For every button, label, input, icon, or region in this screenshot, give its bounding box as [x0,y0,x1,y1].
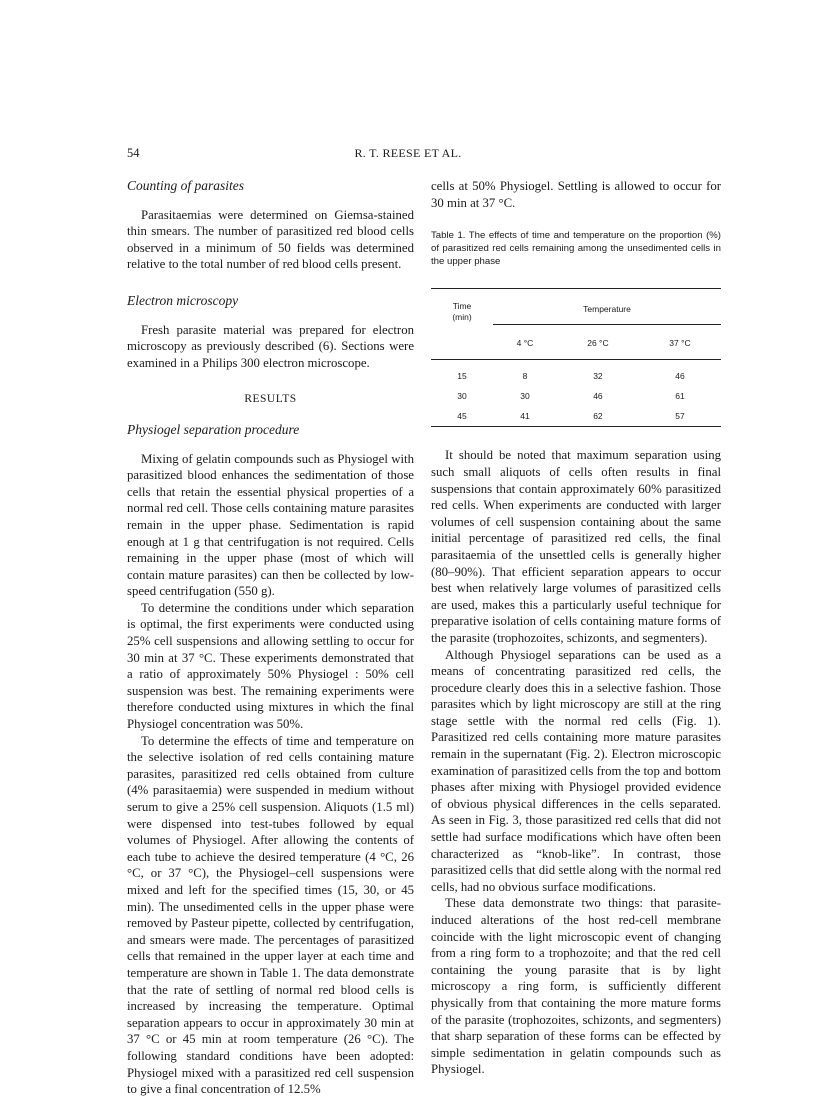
table-caption: Table 1. The effects of time and temperature on the proportion (%) of parasitized red cells remaining among the unsedimented cells in the upper phase [431,230,721,268]
table-cell: 46 [675,371,685,382]
table-cell-time: 15 [457,371,467,382]
table-header-4c: 4 °C [516,337,534,348]
paragraph-continued: cells at 50% Physiogel. Settling is allowed to occur for 30 min at 37 °C. [431,179,721,210]
table-row [431,386,721,406]
table-header-time: Time [452,301,472,312]
table-header-26c: 26 °C [587,337,609,348]
table-header-time-unit: (min) [452,312,472,323]
page-number: 54 [127,146,140,160]
paragraph-time-temperature: To determine the effects of time and temperature on the selective isolation of red cells containing mature parasites, parasitized red cells obtained from culture (4% parasitaemia) were suspended in medium without serum to give a 25% cell suspension. Aliquots (1.5 ml) were dispensed into test-tubes followed by equal volumes of Physiogel. After allowing the contents of each tube to achieve the desired temperature (4 °C, 26 °C, or 37 °C), the Physiogel–cell suspensions were mixed and left for the specified times (15, 30, or 45 min). The unsedimented cells in the upper phase were removed by Pasteur pipette, collected by centrifugation, and smears were made. The percentages of parasitized cells that remained in the upper layer at each time and temperature are shown in Table 1. The data demonstrate that the rate of settling of normal red blood cells is increased by increasing the temperature. Optimal separation appears to occur in approximately 30 min at 37 °C or 45 min at room temperature (26 °C). The following standard conditions have been adopted: Physiogel mixed with a parasitized red cell suspension to give a final concentration of 12.5% [127,733,414,1097]
table-cell: 62 [593,411,603,422]
table-row [431,366,721,386]
table-header-37c: 37 °C [669,337,691,348]
right-column [431,178,721,1078]
paragraph-electron-microscopy: Fresh parasite material was prepared for electron microscopy as previously described (6). Sections were examined in a Philips 300 electron microscope. [127,322,414,370]
paragraph-maximum-separation: It should be noted that maximum separation using such small aliquots of cells often results in final suspensions that contain approximately 60% parasitized red cells. When experiments are conducted with larger volumes of cell suspension containing about the same initial percentage of parasitized red cells, the final parasitaemia of the unsettled cells is generally higher (80–90%). That efficient separation appears to occur best when relatively large volumes of parasitized cells are used, makes this a particularly useful technique for preparative isolation of cells containing mature forms of the parasite (trophozoites, schizonts, and segmenters). [431,448,721,645]
results-table [431,288,721,429]
table-cell-time: 45 [457,411,467,422]
paragraph-mixing: Mixing of gelatin compounds such as Physiogel with parasitized blood enhances the sedimentation of those cells that retain the essential physical properties of a normal red cell. Those cells containing mature parasites remain in the upper phase. Sedimentation is rapid enough at 1 g that centrifugation is not required. Cells remaining in the upper phase (most of which will contain mature parasites) can then be collected by low-speed centrifugation (550 g). [127,451,414,599]
paragraph-selective-fashion: Although Physiogel separations can be used as a means of concentrating parasitized red cells, the procedure clearly does this in a selective fashion. Those parasites which by light microscopy are still at the ring stage settle with the normal red cells (Fig. 1). Parasitized red cells containing more mature parasites remain in the supernatant (Fig. 2). Electron microscopic examination of parasitized cells from the top and bottom phases after mixing with Physiogel provided evidence of obvious physical differences in the cells separated. As seen in Fig. 3, those parasitized red cells that did not settle had surface modifications which have often been characterized as “knob-like”. In contrast, those parasitized cells that did settle along with the normal red cells, had no obvious surface modifications. [431,647,721,894]
paragraph-counting: Parasitaemias were determined on Giemsa-stained thin smears. The number of parasitized red blood cells observed in a minimum of 50 fields was determined relative to the total number of red blood cells present. [127,207,414,272]
table-cell: 32 [593,371,603,382]
table-cell: 41 [520,411,530,422]
table-cell: 61 [675,391,685,402]
table-header-temperature: Temperature [493,301,721,324]
left-column [127,178,414,1098]
table-cell: 57 [675,411,685,422]
table-cell: 8 [522,371,528,382]
running-head: R. T. REESE ET AL. [354,146,462,160]
paragraph-conclusions: These data demonstrate two things: that parasite-induced alterations of the host red-cell membrane coincide with the light microscopic event of changing from a ring form to a trophozoite; and that the red cell containing the young parasite that is by light microscopy a ring form, is sufficiently different physically from that containing the more mature forms of the parasite (trophozoites, schizonts, and segmenters) that sharp separation of these forms can be effected by simple sedimentation in gelatin compounds such as Physiogel. [431,896,721,1077]
table-cell: 46 [593,391,603,402]
section-heading-counting: Counting of parasites [127,178,245,193]
section-heading-electron-microscopy: Electron microscopy [127,292,239,308]
table-cell-time: 30 [457,391,467,402]
paragraph-conditions: To determine the conditions under which separation is optimal, the first experiments were conducted using 25% cell suspensions and allowing settling to occur for 30 min at 37 °C. These experiments demonstrated that a ratio of approximately 50% Physiogel : 50% cell suspension was best. The remaining experiments were therefore conducted using mixtures in which the final Physiogel concentration was 50%. [127,600,414,732]
results-heading: RESULTS [244,393,297,406]
section-heading-physiogel: Physiogel separation procedure [127,421,300,437]
table-cell: 30 [520,391,530,402]
table-row [431,406,721,427]
